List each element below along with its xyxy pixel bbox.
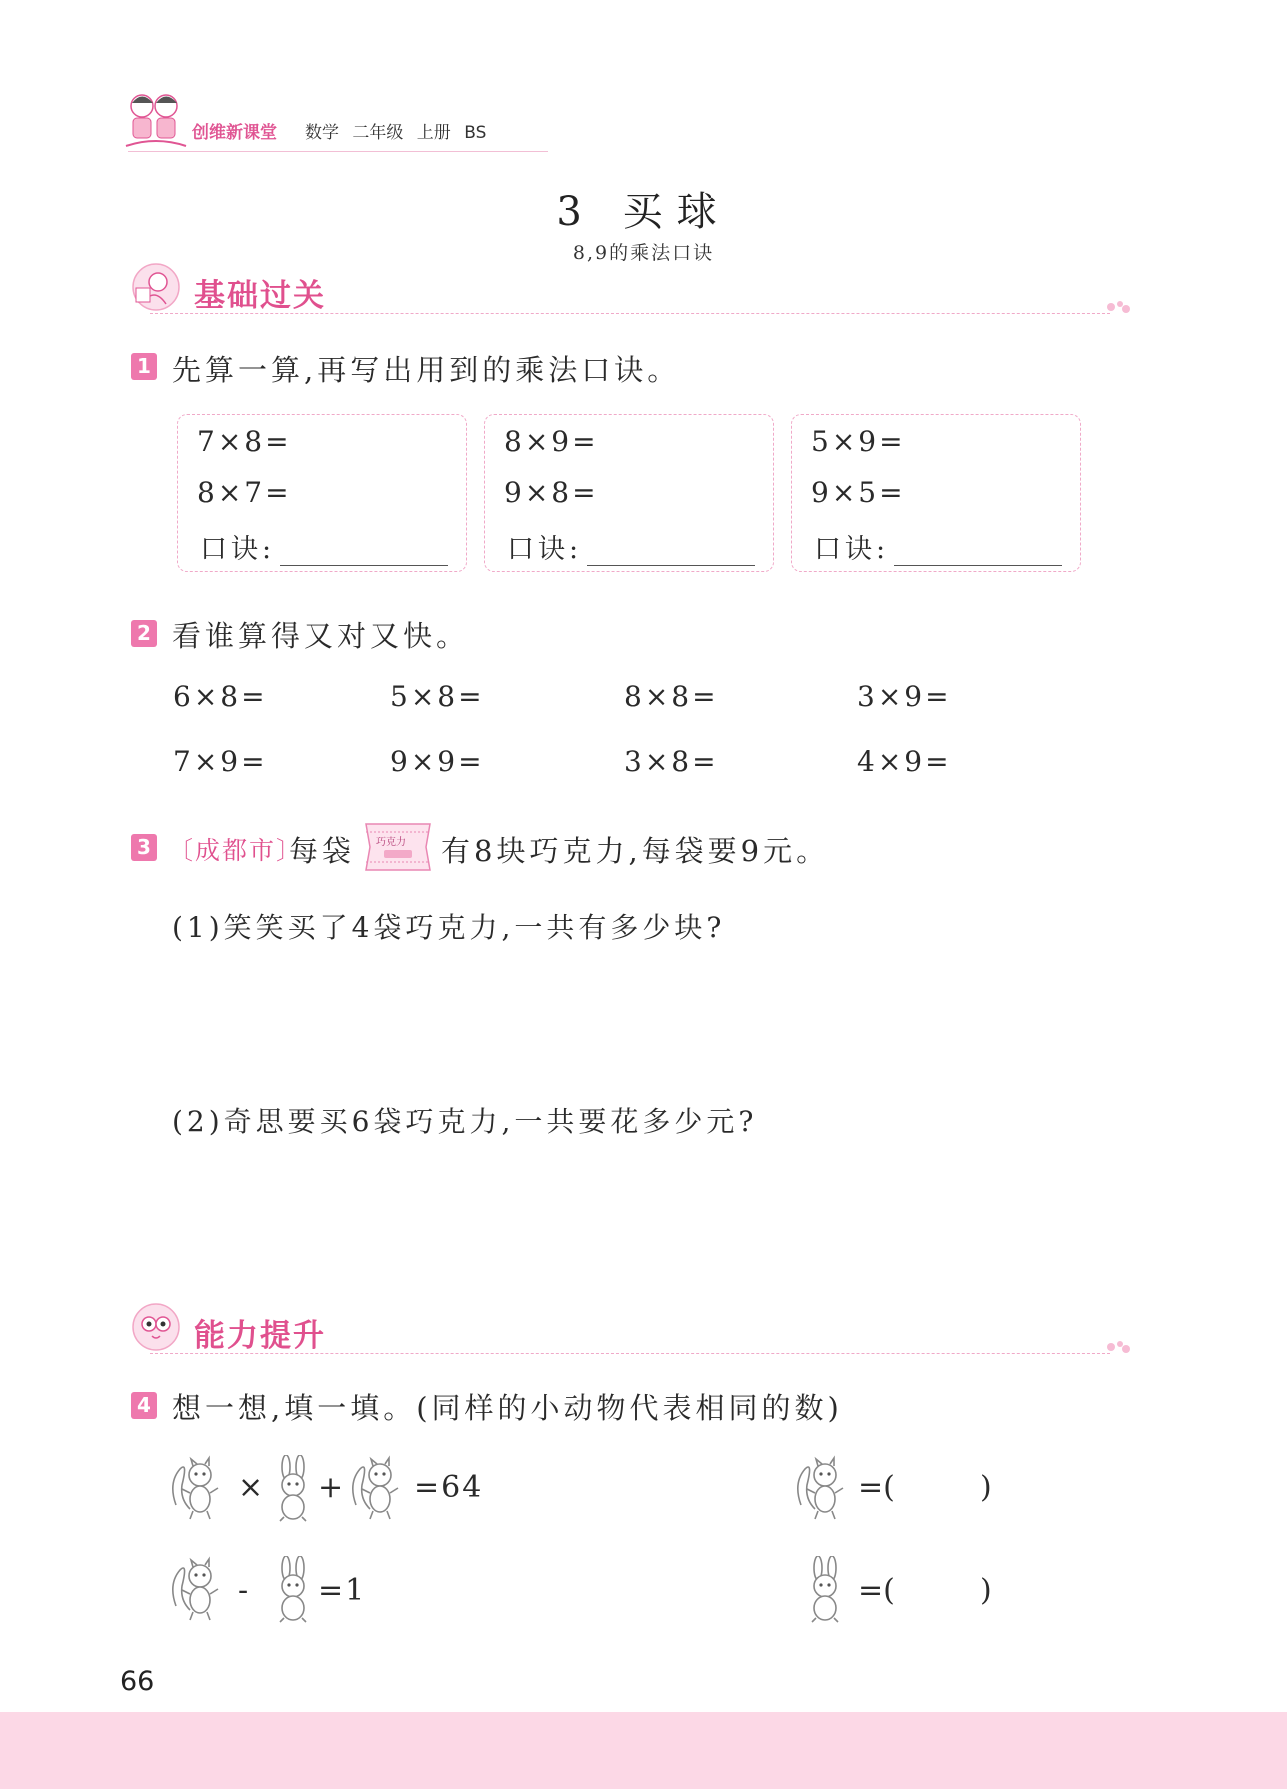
sub-question: (2)奇思要买6袋巧克力,一共要花多少元? <box>172 1105 758 1138</box>
equation: 5×9= <box>811 425 906 458</box>
equation: 8×8= <box>624 680 719 713</box>
rabbit-icon <box>802 1556 852 1626</box>
squirrel-icon <box>793 1455 859 1525</box>
equation: 7×9= <box>173 745 268 778</box>
section-title-basic: 基础过关 <box>194 278 326 314</box>
equation: 9×9= <box>390 745 485 778</box>
equation: 8×9= <box>504 425 599 458</box>
book-meta: 数学 二年级 上册 BS <box>305 123 487 143</box>
rabbit-icon <box>270 1455 320 1525</box>
equation: 9×5= <box>811 476 906 509</box>
equation: 5×8= <box>390 680 485 713</box>
question-number: 3 <box>131 834 157 861</box>
decor-dots-icon <box>1106 1340 1132 1354</box>
answer-open: =( <box>858 1470 895 1505</box>
answer-blank[interactable] <box>910 1468 980 1508</box>
answer-blank[interactable] <box>910 1571 980 1611</box>
section-divider <box>150 313 1110 314</box>
bag-label: 巧克力 <box>376 837 406 848</box>
equation: 9×8= <box>504 476 599 509</box>
lesson-title: 3 买球 <box>556 189 731 235</box>
answer-close: ) <box>980 1470 992 1505</box>
rabbit-icon <box>270 1556 320 1626</box>
section-divider <box>150 1353 1110 1354</box>
answer-blank[interactable] <box>894 565 1062 566</box>
squirrel-icon <box>168 1455 234 1525</box>
question-text: 先算一算,再写出用到的乘法口诀。 <box>172 353 681 387</box>
equation-result: =1 <box>318 1573 367 1608</box>
question-text: 有8块巧克力,每袋要9元。 <box>441 834 830 868</box>
question-number: 1 <box>131 353 157 380</box>
question-number: 2 <box>131 620 157 647</box>
equation: 3×8= <box>624 745 719 778</box>
footer-band <box>0 1712 1287 1789</box>
equation: 4×9= <box>857 745 952 778</box>
page-number: 66 <box>120 1666 155 1697</box>
question-text: 看谁算得又对又快。 <box>172 619 470 653</box>
formula-label: 口诀: <box>200 534 276 565</box>
brand-name: 创维新课堂 <box>192 123 277 143</box>
owl-mascot-icon <box>128 1302 184 1352</box>
question-number: 4 <box>131 1392 157 1419</box>
decor-dots-icon <box>1106 300 1132 314</box>
squirrel-icon <box>348 1455 414 1525</box>
formula-label: 口诀: <box>814 534 890 565</box>
chocolate-bag-icon <box>362 820 434 874</box>
source-tag: 〔成都市〕 <box>168 836 304 865</box>
lesson-subtitle: 8,9的乘法口诀 <box>572 242 715 264</box>
section-title-advanced: 能力提升 <box>194 1318 326 1354</box>
header-divider <box>128 151 548 152</box>
answer-open: =( <box>858 1573 895 1608</box>
equation: 3×9= <box>857 680 952 713</box>
formula-label: 口诀: <box>507 534 583 565</box>
equation: 8×7= <box>197 476 292 509</box>
sub-question: (1)笑笑买了4袋巧克力,一共有多少块? <box>172 911 726 944</box>
equation-result: =64 <box>414 1470 484 1505</box>
answer-blank[interactable] <box>587 565 755 566</box>
operator: + <box>318 1470 346 1505</box>
equation: 7×8= <box>197 425 292 458</box>
question-text: 想一想,填一填。(同样的小动物代表相同的数) <box>172 1391 843 1425</box>
answer-close: ) <box>980 1573 992 1608</box>
kids-mascot-icon <box>120 88 192 154</box>
teacher-mascot-icon <box>128 262 184 312</box>
squirrel-icon <box>168 1556 234 1626</box>
equation: 6×8= <box>173 680 268 713</box>
operator: × <box>238 1470 266 1505</box>
answer-blank[interactable] <box>280 565 448 566</box>
operator: - <box>238 1573 251 1608</box>
question-text: 每袋 <box>289 834 356 868</box>
